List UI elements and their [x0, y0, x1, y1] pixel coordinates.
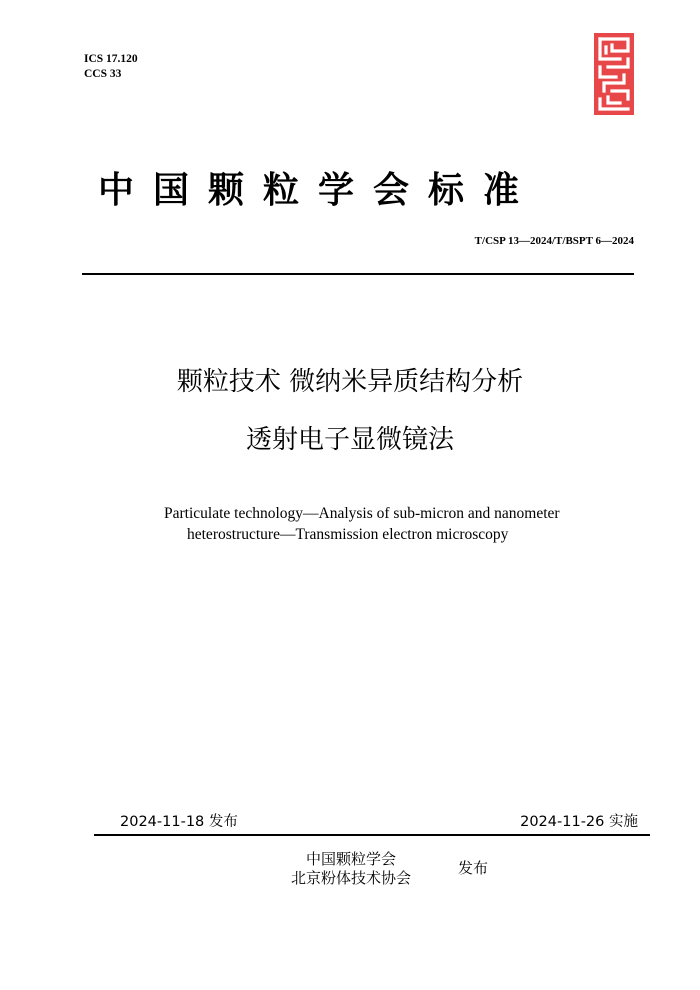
- chinese-title-line1: 颗粒技术 微纳米异质结构分析: [176, 367, 524, 397]
- bottom-divider: [94, 834, 650, 836]
- standard-code: T/CSP 13—2024/T/BSPT 6—2024: [474, 235, 634, 247]
- ccs-code: CCS 33: [84, 68, 122, 80]
- issuing-organization-2: 北京粉体技术协会: [290, 869, 411, 887]
- standard-title: 中国颗粒学会标准: [98, 169, 539, 211]
- english-title-line2: heterostructure—Transmission electron microscopy: [187, 526, 509, 543]
- publish-date: 2024-11-18 发布: [120, 814, 238, 830]
- chinese-title-line2: 透射电子显微镜法: [245, 425, 454, 455]
- top-divider: [82, 273, 634, 275]
- classification-codes: [84, 52, 138, 82]
- issued-label: 发布: [458, 859, 489, 877]
- english-title-line1: Particulate technology—Analysis of sub-micron and nanometer: [164, 505, 560, 522]
- issuing-organization-1: 中国颗粒学会: [305, 850, 396, 868]
- csp-logo-icon: [594, 33, 634, 115]
- ics-code: ICS 17.120: [84, 53, 138, 65]
- implementation-date: 2024-11-26 实施: [520, 814, 638, 830]
